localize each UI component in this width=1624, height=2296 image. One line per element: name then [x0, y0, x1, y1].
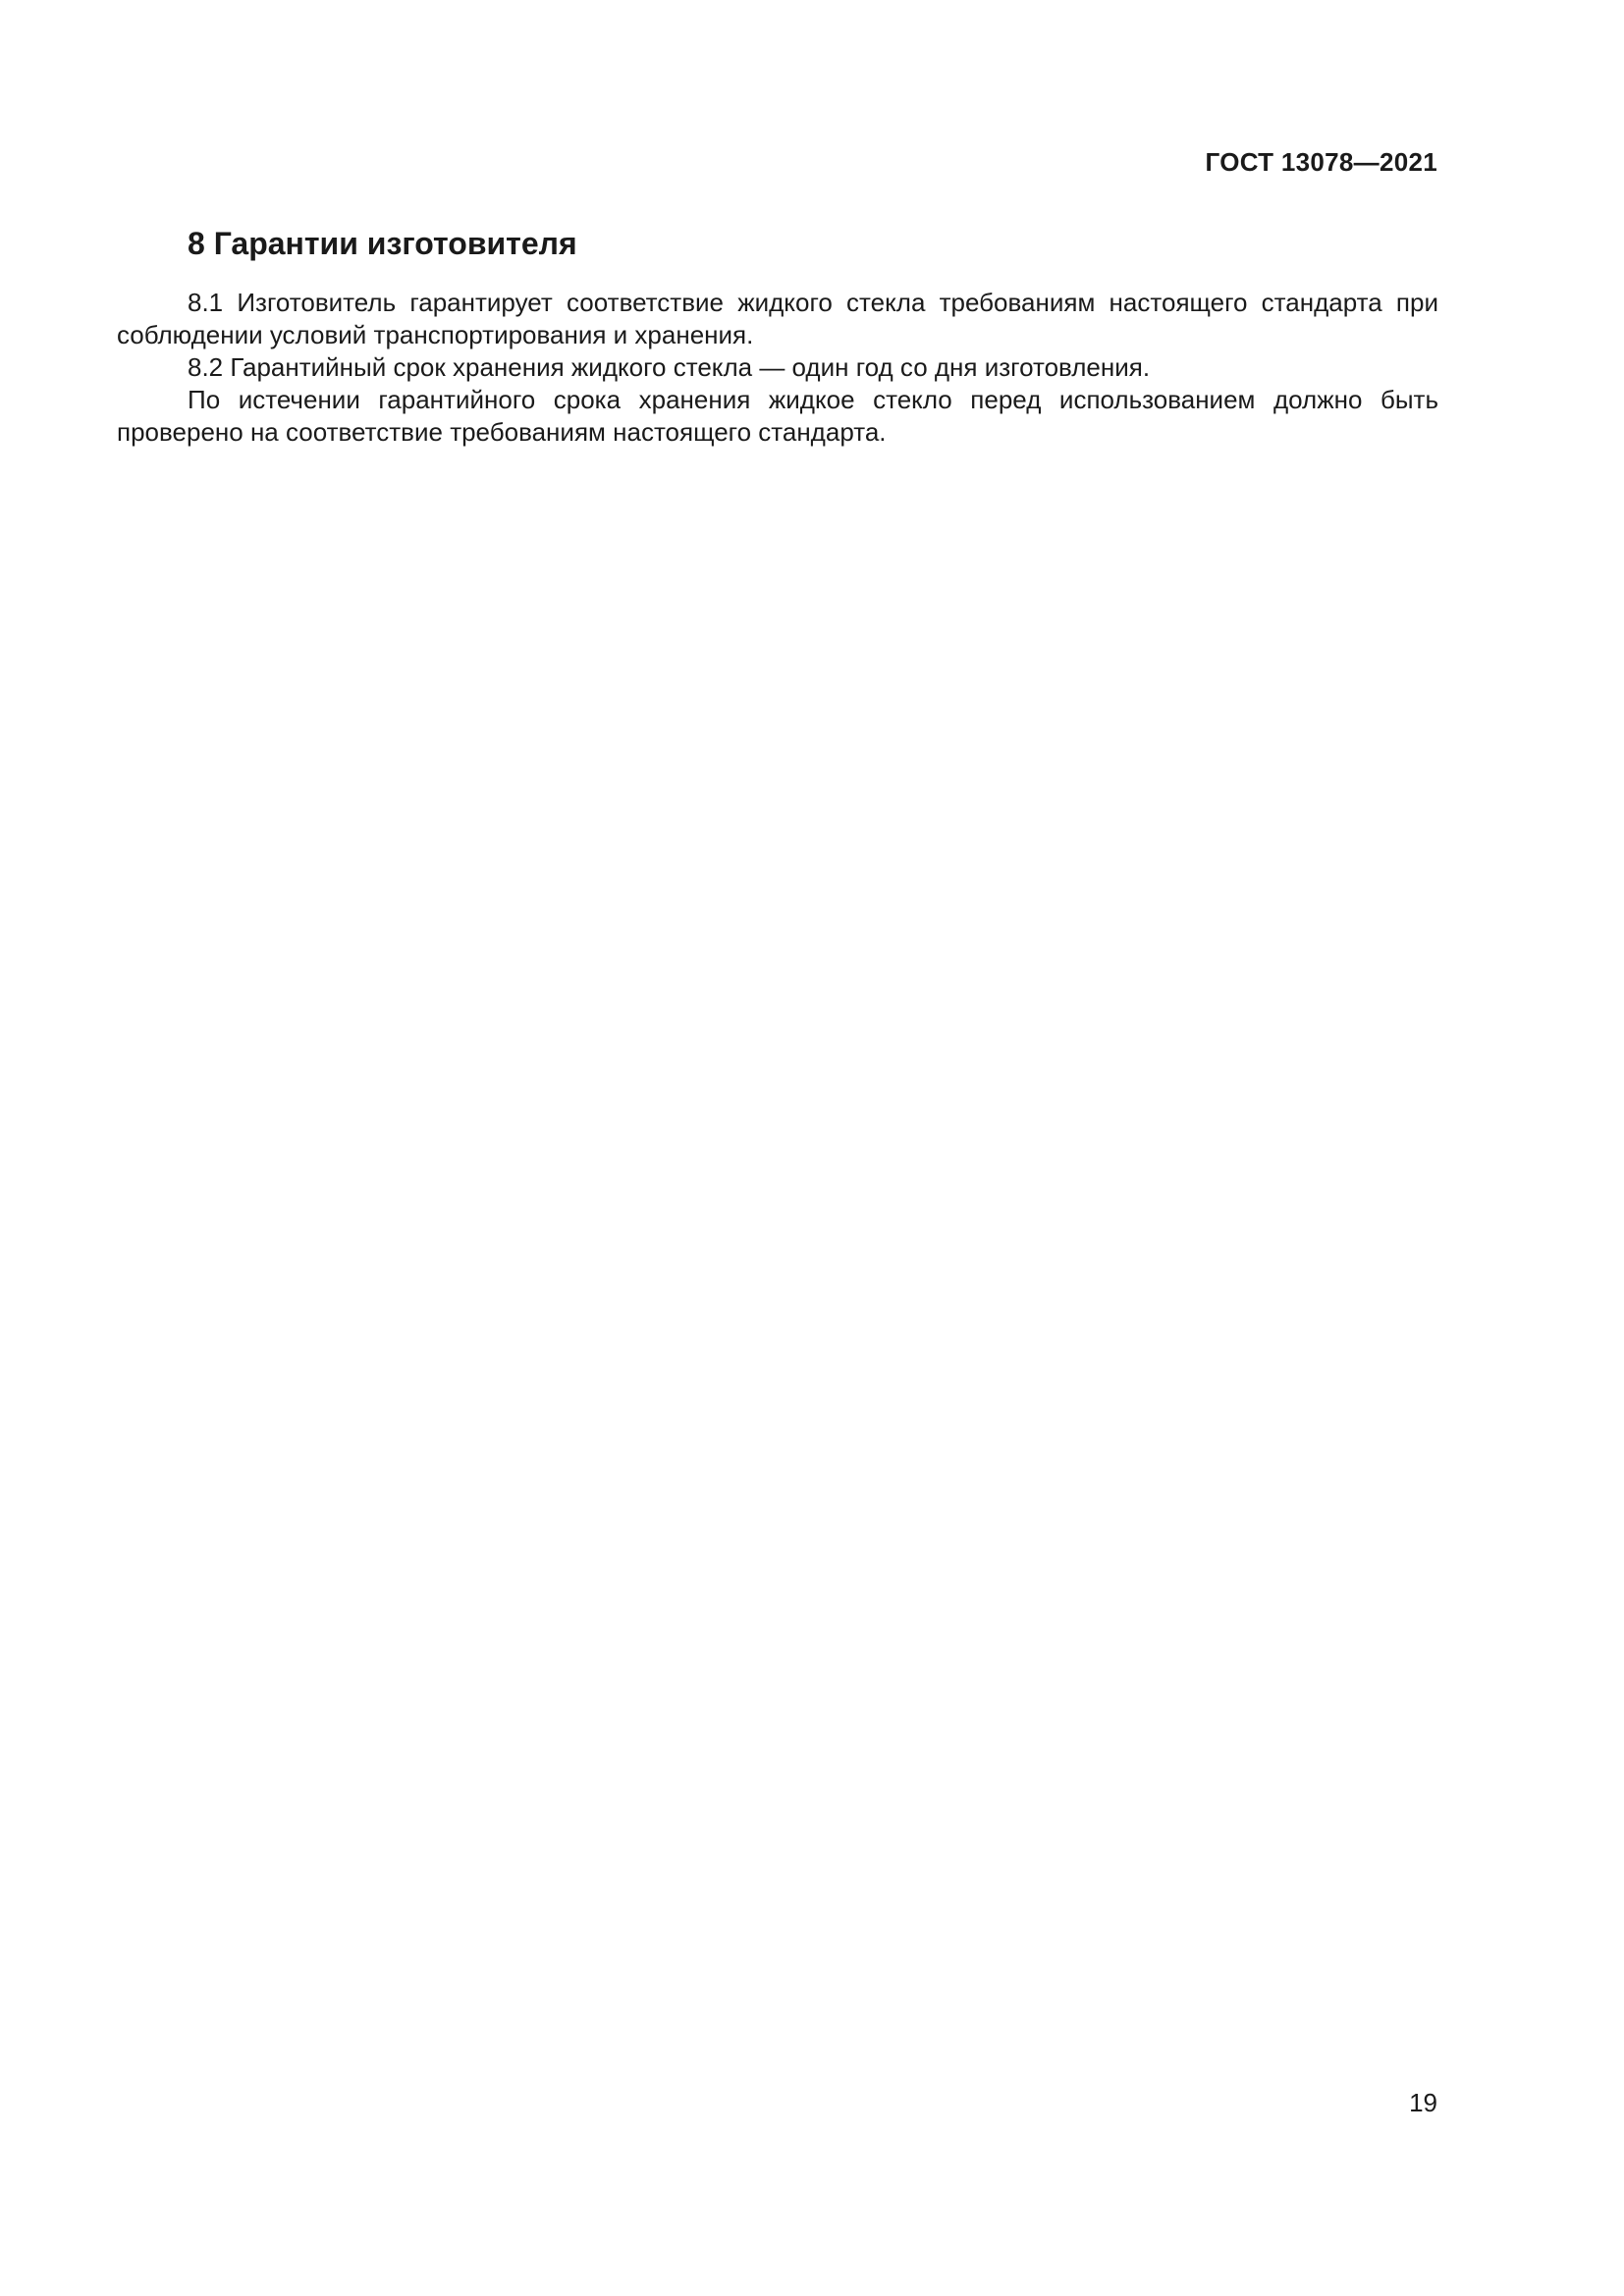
document-code: ГОСТ 13078—2021	[1205, 147, 1437, 177]
paragraph-warranty-expiry: По истечении гарантийного срока хранения жидкое стекло перед использованием должно быть проверено на соответствие требованиям настоящего стандарта.	[117, 385, 1438, 447]
page-number: 19	[1409, 2088, 1437, 2117]
paragraph-8-2: 8.2 Гарантийный срок хранения жидкого стекла — один год со дня изготовления.	[188, 352, 1151, 382]
paragraph-8-1: 8.1 Изготовитель гарантирует соответствие жидкого стекла требованиям настоящего стандарта при соблюдении условий транспортирования и хранения.	[117, 288, 1438, 349]
section-title: 8 Гарантии изготовителя	[188, 226, 577, 261]
section-body	[117, 287, 1438, 449]
